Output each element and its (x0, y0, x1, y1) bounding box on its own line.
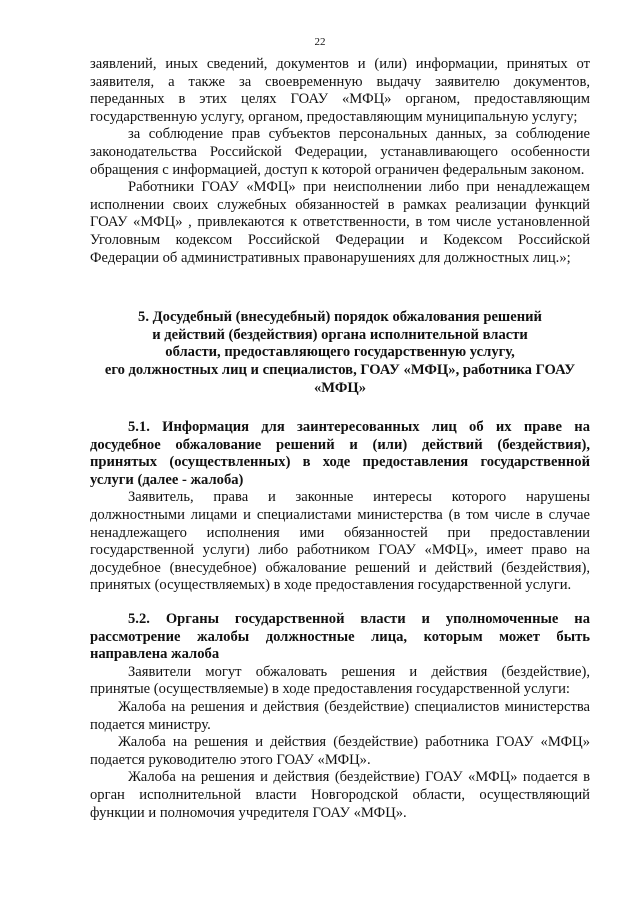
paragraph: Жалоба на решения и действия (бездействие) специалистов министерства подается министру. (90, 699, 590, 733)
paragraph: Работники ГОАУ «МФЦ» при неисполнении либо при ненадлежащем исполнении своих служебных обязанностей в рамках реализации функций ГОАУ «МФЦ» , привлекаются к ответственности, в том числе установленной Уголовным кодексом Российской Федерации и Кодексом Российской Федерации об административных правонарушениях для должностных лиц.»; (90, 179, 590, 266)
subsection-heading-5-1: 5.1. Информация для заинтересованных лиц об их праве на досудебное обжалование решений и (или) действий (бездействия), принятых (осуществленных) в ходе предоставления государственной услуги (далее - жалоба) (90, 419, 590, 488)
paragraph: за соблюдение прав субъектов персональных данных, за соблюдение законодательства Российской Федерации, устанавливающего особенности обращения с информацией, доступ к которой ограничен федеральным законом. (90, 126, 590, 178)
paragraph: заявлений, иных сведений, документов и (или) информации, принятых от заявителя, а также за своевременную выдачу заявителю документов, переданных в этих целях ГОАУ «МФЦ» органом, предоставляющим государственную услугу, органом, предоставляющим муниципальную услугу; (90, 56, 590, 125)
section-heading-line: 5. Досудебный (внесудебный) порядок обжалования решений (138, 309, 542, 326)
document-body (90, 56, 590, 822)
paragraph: Жалоба на решения и действия (бездействие) ГОАУ «МФЦ» подается в орган исполнительной власти Новгородской области, осуществляющий функции и полномочия учредителя ГОАУ «МФЦ». (90, 769, 590, 821)
section-heading-line: области, предоставляющего государственную услугу, (165, 344, 515, 361)
page-number: 22 (314, 36, 326, 48)
section-heading-line: «МФЦ» (313, 379, 367, 396)
section-heading-line: и действий (бездействия) органа исполнительной власти (152, 326, 528, 343)
subsection-heading-5-2: 5.2. Органы государственной власти и уполномоченные на рассмотрение жалобы должностные лица, которым может быть направлена жалоба (90, 611, 590, 663)
paragraph: Заявители могут обжаловать решения и действия (бездействие), принятые (осуществляемые) в ходе предоставления государственной услуги: (90, 663, 590, 698)
paragraph: Жалоба на решения и действия (бездействие) работника ГОАУ «МФЦ» подается руководителю этого ГОАУ «МФЦ». (90, 734, 590, 768)
section-heading (90, 309, 590, 397)
paragraph: Заявитель, права и законные интересы которого нарушены должностными лицами и специалистами министерства (в том числе в случае ненадлежащего исполнения ими обязанностей при предоставлении государственной услуги) либо работником ГОАУ «МФЦ», имеет право на досудебное (внесудебное) обжалование решений и действий (бездействия), принятых (осуществляемых) в ходе предоставления государственной услуги. (90, 489, 590, 594)
section-heading-line: его должностных лиц и специалистов, ГОАУ «МФЦ», работника ГОАУ (104, 361, 576, 378)
